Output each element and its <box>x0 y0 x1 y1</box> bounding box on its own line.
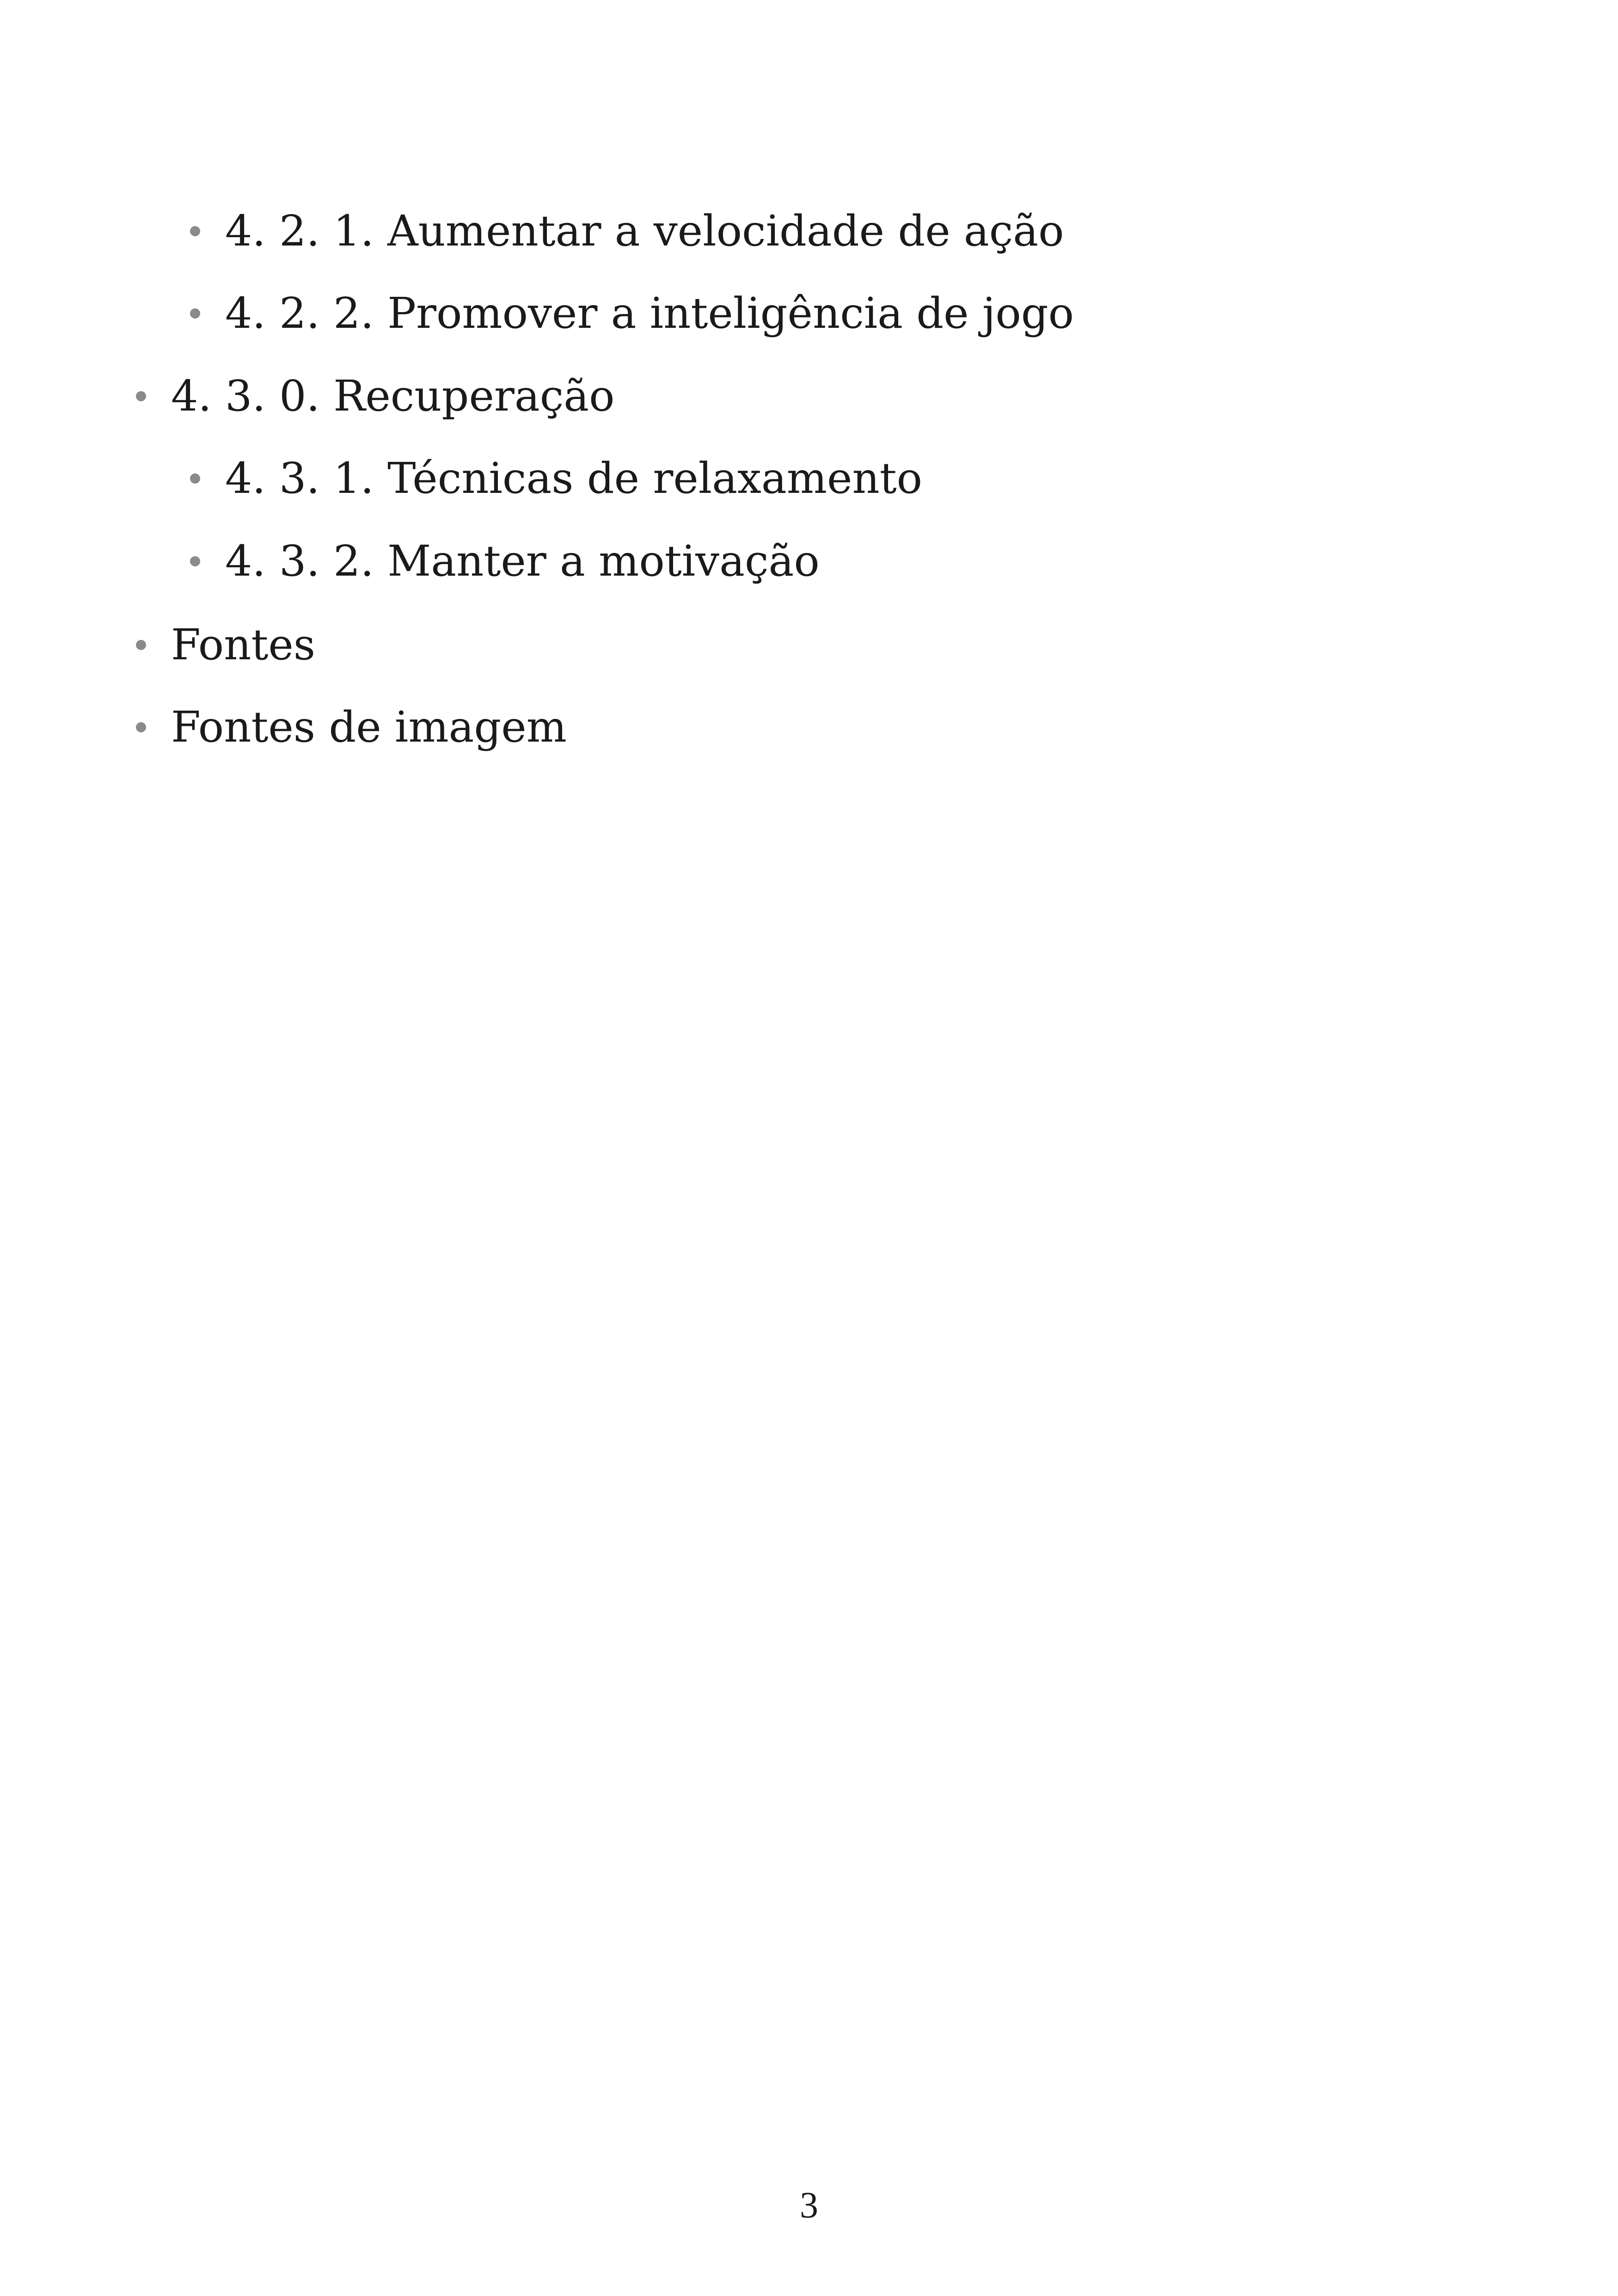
page-number: 3 <box>800 2185 818 2226</box>
toc-entry-aumentar-velocidade[interactable] <box>225 203 1064 259</box>
toc-entry-tecnicas-relaxamento[interactable] <box>225 451 922 506</box>
toc-entry-manter-motivacao[interactable] <box>225 534 820 589</box>
bullet-icon <box>181 286 209 341</box>
bullet-icon <box>181 451 209 506</box>
toc-entry-label: 4. 2. 1. Aumentar a velocidade de ação <box>225 206 1064 256</box>
toc-entry-label: 4. 3. 2. Manter a motivação <box>225 536 820 586</box>
toc-entry-label: 4. 3. 0. Recuperação <box>171 371 615 421</box>
toc-entry-fontes-imagem[interactable] <box>171 700 567 755</box>
bullet-icon <box>127 700 155 755</box>
toc-entry-fontes[interactable] <box>171 617 315 673</box>
toc-entry-label: Fontes <box>171 620 316 669</box>
bullet-icon <box>127 617 155 673</box>
bullet-icon <box>127 368 155 424</box>
toc-entry-label: Fontes de imagem <box>171 702 567 752</box>
toc-entry-label: 4. 2. 2. Promover a inteligência de jogo <box>225 289 1074 338</box>
toc-entry-promover-inteligencia[interactable] <box>225 286 1074 341</box>
toc-entry-recuperacao[interactable] <box>171 368 615 424</box>
bullet-icon <box>181 534 209 589</box>
bullet-icon <box>181 203 209 259</box>
toc-entry-label: 4. 3. 1. Técnicas de relaxamento <box>225 454 923 503</box>
